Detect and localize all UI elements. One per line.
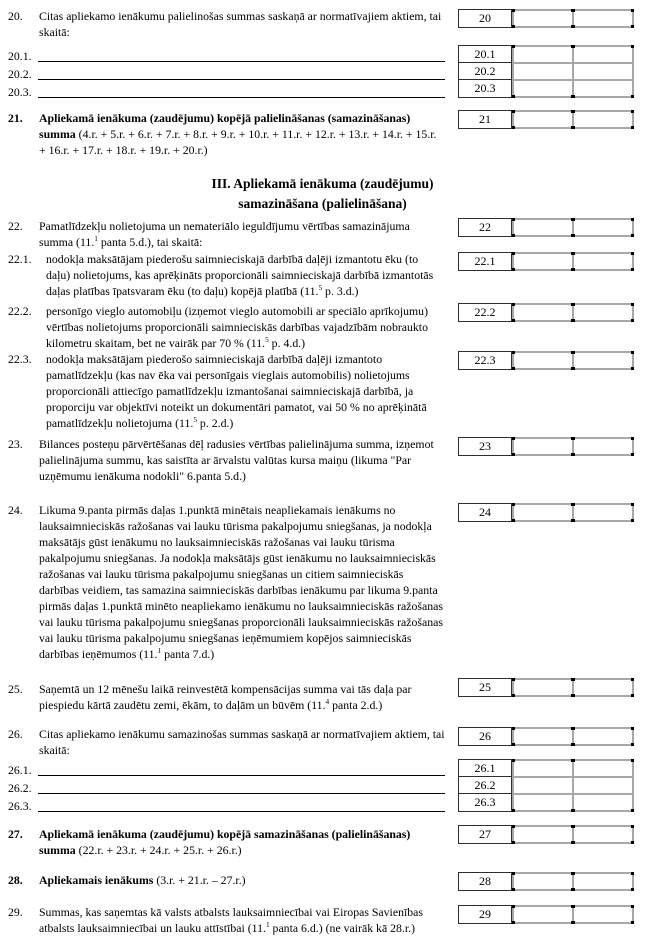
item-text: nodokļa maksātājam piederošu saimnieciskajā darbībā daļēji izmantotu ēku (to daļu) nolietojums, kas aprēķināts proporcionāli saimnieciskajā darbībā izmantotās daļas platības īpatsvaram ēku (to daļu) kopējā platībā (11. (46, 252, 434, 298)
form-item-26-2 (8, 777, 445, 795)
item-number: 20.1. (8, 49, 32, 63)
box-row-21 (458, 110, 634, 129)
item-number: 26.3. (8, 799, 32, 813)
form-item-24 (8, 502, 445, 662)
item-number: 26. (8, 727, 23, 741)
item-text: Pamatlīdzekļu nolietojuma un nemateriālo ieguldījumu vērtības samazinājuma summa (11. (39, 219, 410, 249)
superscript: 5 (318, 283, 323, 293)
amount-cell-26-1[interactable] (512, 727, 574, 746)
form-item-20-3 (8, 81, 445, 99)
item-number: 22.3. (8, 352, 32, 366)
superscript: 5 (193, 415, 197, 425)
box-row-29 (458, 905, 634, 924)
row-code-24: 24 (458, 503, 512, 522)
item-text: p. 2.d.) (196, 416, 234, 430)
amount-cell-22-3-2[interactable] (572, 351, 634, 370)
row-code-21: 21 (458, 110, 512, 129)
row-code-26-1: 26.1 (458, 759, 512, 778)
box-row-22-1 (458, 252, 634, 271)
form-item-22 (8, 218, 445, 250)
box-group-26 (458, 759, 634, 812)
box-row-26-3 (458, 793, 634, 812)
row-code-22: 22 (458, 218, 512, 237)
amount-cell-22-2-2[interactable] (572, 303, 634, 322)
item-text: p. 4.d.) (268, 336, 306, 350)
item-number: 24. (8, 503, 23, 517)
write-in-line[interactable] (38, 66, 445, 80)
box-row-20-3 (458, 79, 634, 98)
write-in-line[interactable] (38, 48, 445, 62)
amount-cell-22-2-1[interactable] (512, 303, 574, 322)
box-row-24 (458, 503, 634, 522)
section-3-title-line1: III. Apliekamā ienākuma (zaudējumu) (211, 176, 434, 191)
item-number: 26.1. (8, 763, 32, 777)
form-item-26-1 (8, 759, 445, 777)
row-code-27: 27 (458, 825, 512, 844)
box-row-26 (458, 727, 634, 746)
amount-cell-29-1[interactable] (512, 905, 574, 924)
item-number: 26.2. (8, 781, 32, 795)
form-item-20-2 (8, 63, 445, 81)
item-number: 20.3. (8, 85, 32, 99)
amount-cell-20-2[interactable] (572, 9, 634, 28)
item-text-bold: Apliekamā ienākuma (zaudējumu) kopējā samazināšanas (palielināšanas) summa (39, 827, 411, 857)
superscript: 1 (94, 234, 98, 244)
box-row-28 (458, 872, 634, 891)
write-in-line[interactable] (38, 798, 445, 812)
amount-cell-20-3-2[interactable] (572, 79, 634, 98)
section-3-title (0, 174, 645, 214)
form-item-20-1 (8, 45, 445, 63)
amount-cell-26-3-1[interactable] (512, 793, 574, 812)
amount-cell-22-3-1[interactable] (512, 351, 574, 370)
amount-cell-21-2[interactable] (572, 110, 634, 129)
item-number: 22.2. (8, 304, 32, 318)
form-item-21 (8, 110, 445, 158)
row-code-26: 26 (458, 727, 512, 746)
item-number: 22. (8, 219, 23, 233)
box-row-22-3 (458, 351, 634, 370)
item-number: 23. (8, 437, 23, 451)
item-text: Bilances posteņu pārvērtēšanas dēļ radusies vērtības palielinājuma summa, izņemot palielinājuma summu, kas saistīta ar ārvalstu valūtas kursa maiņu (likuma "Par uzņēmumu ienākuma nodokli" 6.panta 5.d.) (39, 437, 434, 483)
amount-cell-26-3-2[interactable] (572, 793, 634, 812)
item-text: nodokļa maksātājam piederošo saimnieciskajā darbībā daļēji izmantoto pamatlīdzekļu (kas nav ēka vai personīgais vieglais automobilis) nolietojums proporcionāli attiecīgo pamatlīdzekļu izmantošanai saimnieciskajā darbībā, ja proporciju var objektīvi noteikt un dokumentāri pamatot, vai 50 % no aprēķinātā pamatlīdzekļu nolietojuma (11. (46, 352, 427, 430)
form-item-25 (8, 681, 445, 713)
section-3-title-line2: samazināšana (palielināšana) (238, 196, 407, 211)
box-row-22-2 (458, 303, 634, 322)
item-number: 25. (8, 682, 23, 696)
amount-cell-29-2[interactable] (572, 905, 634, 924)
form-item-28 (8, 872, 445, 888)
box-row-20 (458, 9, 634, 28)
row-code-29: 29 (458, 905, 512, 924)
item-text: Citas apliekamo ienākumu samazinošas summas saskaņā ar normatīvajiem aktiem, tai skaitā: (39, 727, 445, 757)
row-code-20-1: 20.1 (458, 45, 512, 64)
row-code-22-3: 22.3 (458, 351, 512, 370)
write-in-line[interactable] (38, 780, 445, 794)
item-text: panta 2.d.) (329, 698, 383, 712)
amount-cell-25-1[interactable] (512, 678, 574, 697)
box-group-20 (458, 45, 634, 98)
item-number: 27. (8, 827, 23, 841)
superscript: 1 (157, 646, 162, 656)
row-code-20-2: 20.2 (458, 62, 512, 81)
amount-cell-25-2[interactable] (572, 678, 634, 697)
amount-cell-22-1-2[interactable] (572, 252, 634, 271)
write-in-line[interactable] (38, 762, 445, 776)
box-row-23 (458, 437, 634, 456)
form-item-22-1 (8, 251, 445, 299)
item-text: Likuma 9.panta pirmās daļas 1.punktā minētais neapliekamais ienākums no lauksaimnieciskās ražošanas vai lauku tūrisma pakalpojumu sniegšanas, ja nodokļa maksātājs gūst ienākumu no lauksaimnieciskās ražošanas vai lauku tūrisma pakalpojumu sniegšanas. Ja nodokļa maksātājs gūst ienākumu no lauksaimnieciskās ražošanas vai lauku tūrisma pakalpojumu sniegšanas un citiem saimnieciskās darbības veidiem, tas samazina saimnieciskās darbības ienākumu par likuma 9.panta pirmās daļas 1.punktā minēto neapliekamo ienākumu no lauksaimnieciskās ražošanas vai lauku tūrisma pakalpojumu sniegšanas proporcionāli lauksaimnieciskās ražošanas vai lauku tūrisma pakalpojumu sniegšanas ieņēmumiem kopējos saimnieciskās darbības ieņēmumos (11. (39, 503, 443, 661)
item-number: 21. (8, 111, 23, 125)
amount-cell-26-2[interactable] (572, 727, 634, 746)
item-text: Citas apliekamo ienākumu palielinošas summas saskaņā ar normatīvajiem aktiem, tai skaitā: (39, 9, 442, 39)
amount-cell-24-2[interactable] (572, 503, 634, 522)
row-code-20-3: 20.3 (458, 79, 512, 98)
amount-cell-20-3-1[interactable] (512, 79, 574, 98)
item-number: 20.2. (8, 67, 32, 81)
item-number: 22.1. (8, 252, 32, 266)
item-formula: (22.r. + 23.r. + 24.r. + 25.r. + 26.r.) (78, 843, 242, 857)
item-number: 28. (8, 873, 23, 887)
item-text: panta 6.d.) (ne vairāk kā 28.r.) (269, 921, 416, 935)
item-text-bold: Apliekamais ienākums (39, 873, 154, 887)
amount-cell-24-1[interactable] (512, 503, 574, 522)
amount-cell-22-2[interactable] (572, 218, 634, 237)
form-item-26-3 (8, 795, 445, 813)
box-row-27 (458, 825, 634, 844)
amount-cell-23-2[interactable] (572, 437, 634, 456)
amount-cell-21-1[interactable] (512, 110, 574, 129)
row-code-22-2: 22.2 (458, 303, 512, 322)
row-code-26-2: 26.2 (458, 776, 512, 795)
item-text: panta 7.d.) (161, 647, 215, 661)
form-item-22-3 (8, 351, 445, 431)
item-text: personīgo vieglo automobiļu (izņemot vieglo automobili ar speciālo aprīkojumu) vērtības nolietojums proporcionāli saimnieciskās darbības vajadzībām nobraukto kilometru skaitam, bet ne vairāk par 70 % (11. (46, 304, 429, 350)
amount-cell-20-1[interactable] (512, 9, 574, 28)
item-text: Saņemtā un 12 mēnešu laikā reinvestētā kompensācijas summa vai tās daļa par piespiedu kārtā zaudētu zemi, ēkām, to daļām un būvēm (11. (39, 682, 412, 712)
box-row-25 (458, 678, 634, 697)
amount-cell-27-2[interactable] (572, 825, 634, 844)
box-row-22 (458, 218, 634, 237)
amount-cell-28-1[interactable] (512, 872, 574, 891)
row-code-22-1: 22.1 (458, 252, 512, 271)
form-item-20 (8, 8, 445, 40)
form-item-27 (8, 826, 445, 858)
write-in-line[interactable] (38, 84, 445, 98)
item-formula: (4.r. + 5.r. + 6.r. + 7.r. + 8.r. + 9.r. + 10.r. + 11.r. + 12.r. + 13.r. + 14.r. + 15.r. + 16.r. + 17.r. + 18.r. + 19.r. + 20.r.) (39, 127, 437, 157)
superscript: 1 (265, 920, 270, 930)
row-code-23: 23 (458, 437, 512, 456)
amount-cell-23-1[interactable] (512, 437, 574, 456)
form-item-23 (8, 436, 445, 484)
amount-cell-22-1[interactable] (512, 218, 574, 237)
row-code-20: 20 (458, 9, 512, 28)
superscript: 4 (325, 697, 330, 707)
item-text: p. 3.d.) (322, 284, 359, 298)
amount-cell-22-1-1[interactable] (512, 252, 574, 271)
item-text-bold: Apliekamā ienākuma (zaudējumu) kopējā palielināšanas (samazināšanas) summa (39, 111, 411, 141)
row-code-28: 28 (458, 872, 512, 891)
item-number: 20. (8, 9, 23, 23)
form-item-26 (8, 726, 445, 758)
row-code-26-3: 26.3 (458, 793, 512, 812)
item-text: Summas, kas saņemtas kā valsts atbalsts lauksaimniecībai vai Eiropas Savienības atbalsts lauksaimniecībai un lauku attīstībai (11. (39, 905, 423, 935)
row-code-25: 25 (458, 678, 512, 697)
amount-cell-27-1[interactable] (512, 825, 574, 844)
item-formula: (3.r. + 21.r. – 27.r.) (156, 873, 246, 887)
superscript: 5 (265, 335, 269, 345)
amount-cell-28-2[interactable] (572, 872, 634, 891)
item-number: 29. (8, 905, 23, 919)
item-text: panta 5.d.), tai skaitā: (97, 235, 203, 249)
form-item-29 (8, 904, 445, 936)
form-item-22-2 (8, 303, 445, 351)
